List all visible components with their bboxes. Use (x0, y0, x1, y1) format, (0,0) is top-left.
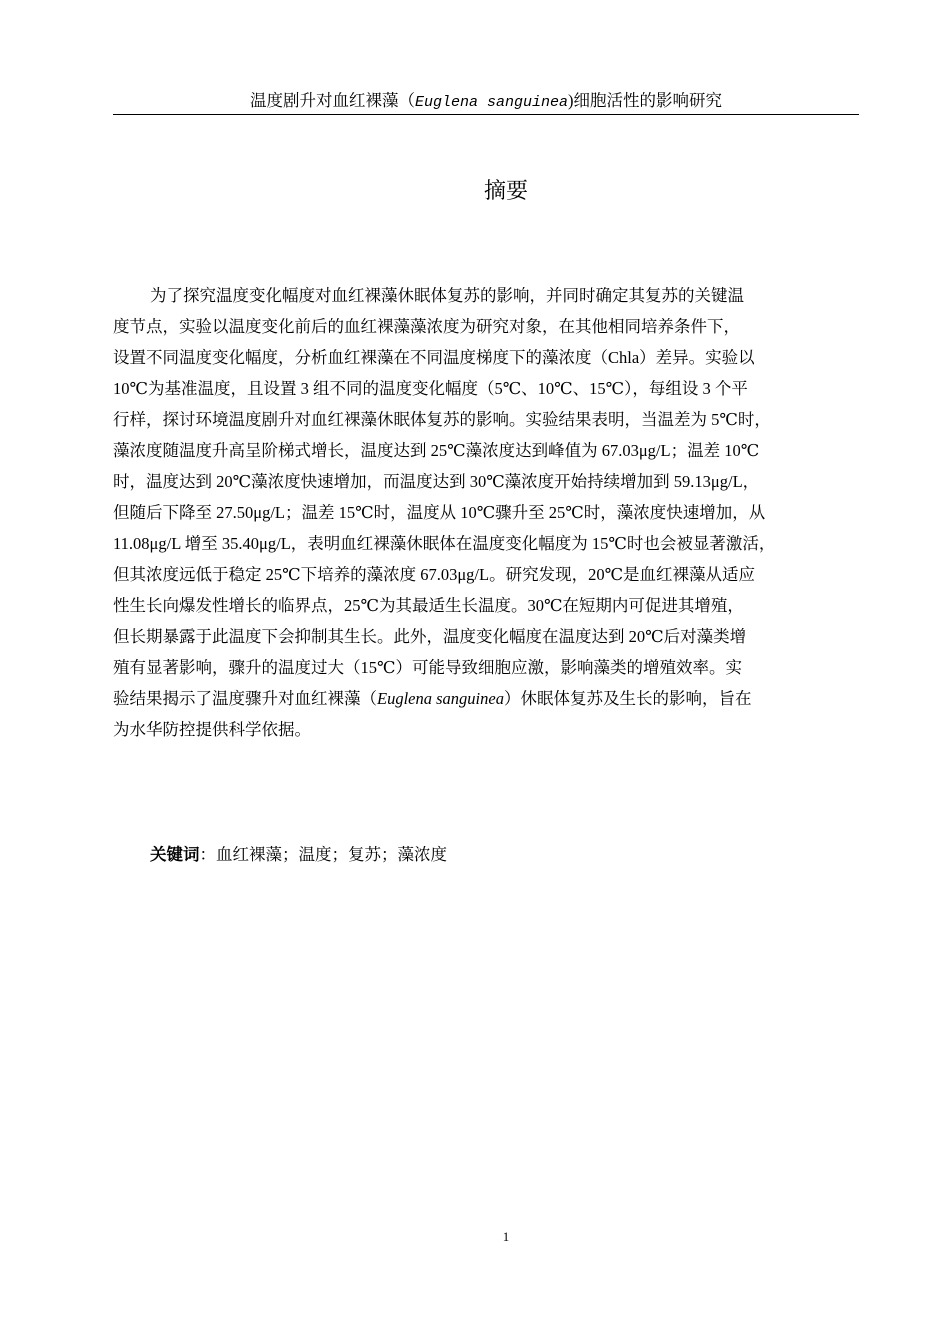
abstract-line: 行样，探讨环境温度剧升对血红裸藻休眠体复苏的影响。实验结果表明，当温差为 5℃时， (113, 410, 771, 429)
abstract-line: 但其浓度远低于稳定 25℃下培养的藻浓度 67.03μg/L。研究发现，20℃是血红裸藻从适应 (113, 565, 756, 584)
abstract-line (113, 683, 873, 714)
abstract-line-text: 验结果揭示了温度骤升对血红裸藻（ (113, 689, 377, 708)
abstract-line: 10℃为基准温度，且设置 3 组不同的温度变化幅度（5℃、10℃、15℃），每组设 3 个平 (113, 379, 748, 398)
page-number: 1 (502, 1229, 510, 1244)
page-title: 摘要 (483, 178, 528, 203)
abstract-line: 度节点，实验以温度变化前后的血红裸藻藻浓度为研究对象，在其他相同培养条件下， (113, 317, 740, 336)
abstract-line: 为水华防控提供科学依据。 (113, 720, 311, 739)
abstract-line: 但长期暴露于此温度下会抑制其生长。此外，温度变化幅度在温度达到 20℃后对藻类增 (113, 627, 747, 646)
header-latin-name: Euglena sanguinea (414, 94, 569, 111)
abstract-line: 时，温度达到 20℃藻浓度快速增加，而温度达到 30℃藻浓度开始持续增加到 59.13μg/L， (113, 472, 760, 491)
abstract-line: 殖有显著影响，骤升的温度过大（15℃）可能导致细胞应激，影响藻类的增殖效率。实 (113, 658, 742, 677)
abstract-line: 性生长向爆发性增长的临界点，25℃为其最适生长温度。30℃在短期内可促进其增殖， (113, 596, 744, 615)
running-header (113, 90, 859, 115)
abstract-line: 为了探究温度变化幅度对血红裸藻休眠体复苏的影响，并同时确定其复苏的关键温 (150, 286, 744, 305)
abstract-body (113, 280, 873, 745)
abstract-line: 11.08μg/L 增至 35.40μg/L，表明血红裸藻休眠体在温度变化幅度为 15℃时也会被显著激活， (113, 534, 776, 553)
abstract-line: 但随后下降至 27.50μg/L；温差 15℃时，温度从 10℃骤升至 25℃时，藻浓度快速增加，从 (113, 503, 766, 522)
keywords-value: 血红裸藻；温度；复苏；藻浓度 (216, 845, 447, 864)
abstract-line-text: ）休眠体复苏及生长的影响，旨在 (503, 689, 752, 708)
abstract-line: 藻浓度随温度升高呈阶梯式增长，温度达到 25℃藻浓度达到峰值为 67.03μg/L；温差 10℃ (113, 441, 760, 460)
keywords-label: 关键词 (150, 845, 200, 864)
header-prefix: 温度剧升对血红裸藻（ (249, 91, 415, 110)
abstract-line: 设置不同温度变化幅度，分析血红裸藻在不同温度梯度下的藻浓度（Chla）差异。实验以 (113, 348, 755, 367)
keywords-line (150, 839, 447, 870)
species-latin-name: Euglena sanguinea (377, 689, 504, 708)
header-suffix: )细胞活性的影响研究 (568, 91, 723, 110)
keywords-separator: ： (199, 845, 216, 864)
